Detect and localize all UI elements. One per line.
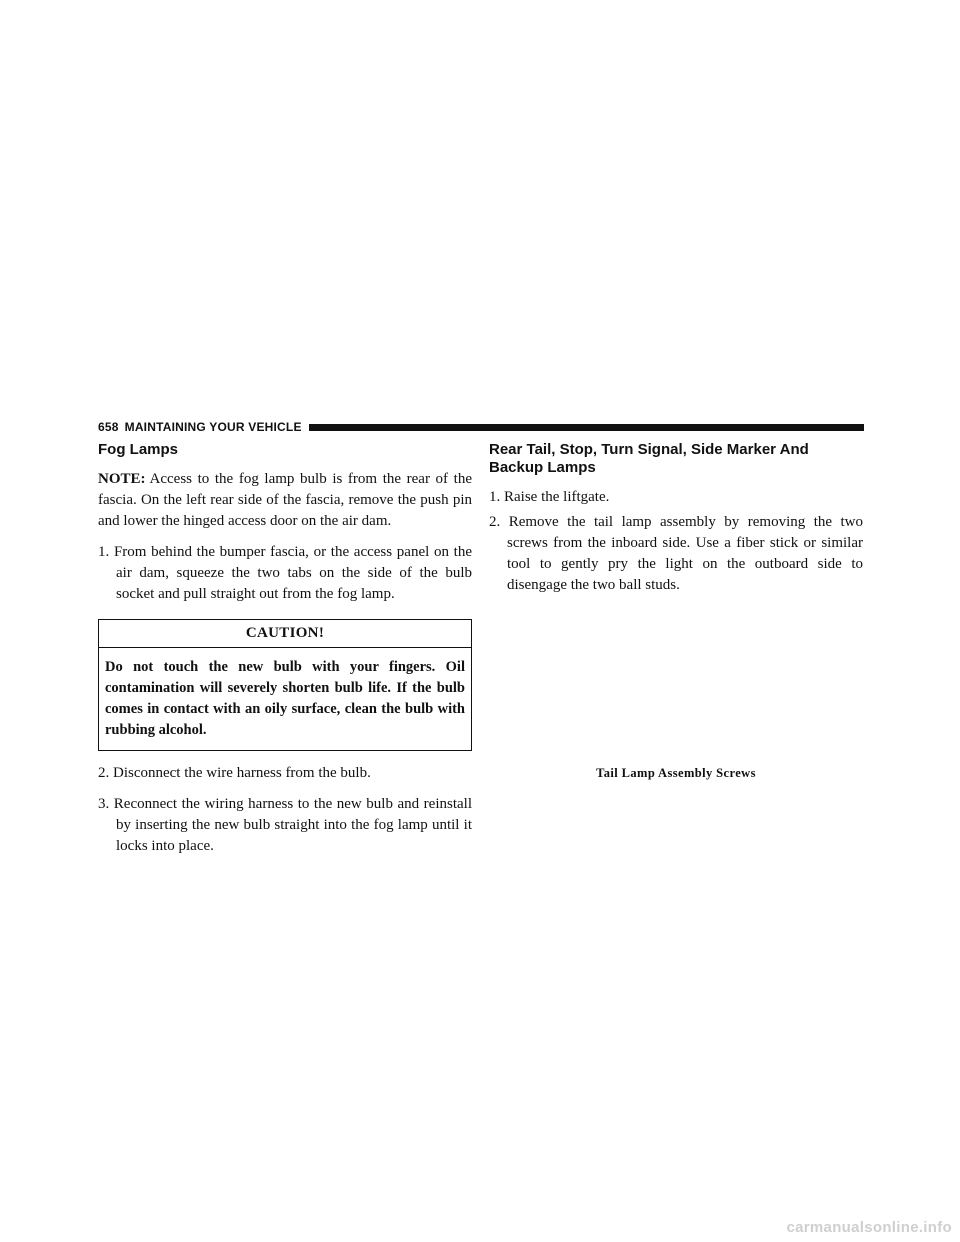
- note-label: NOTE:: [98, 471, 146, 487]
- caution-box: [98, 619, 472, 751]
- fog-step-3: 3. Reconnect the wiring harness to the new bulb and reinstall by inserting the new bulb straight into the fog lamp until it locks into place.: [98, 796, 472, 854]
- fog-step-2: 2. Disconnect the wire harness from the bulb.: [98, 765, 371, 781]
- header-rule: [309, 424, 864, 431]
- caution-title: CAUTION!: [99, 620, 471, 648]
- watermark: carmanualsonline.info: [786, 1219, 952, 1236]
- figure-caption: Tail Lamp Assembly Screws: [596, 766, 756, 780]
- rear-step-1: 1. Raise the liftgate.: [489, 489, 610, 505]
- page-number: 658: [98, 420, 119, 434]
- fog-lamps-heading: Fog Lamps: [98, 441, 179, 458]
- page-header: [98, 419, 864, 435]
- left-column: [98, 441, 472, 867]
- rear-lamps-heading: Rear Tail, Stop, Turn Signal, Side Marker And Backup Lamps: [489, 441, 809, 476]
- section-title: MAINTAINING YOUR VEHICLE: [124, 420, 302, 434]
- note-paragraph: [98, 469, 472, 532]
- figure-placeholder: [489, 606, 863, 766]
- note-text: Access to the fog lamp bulb is from the rear of the fascia. On the left rear side of the fascia, remove the push pin and lower the hinged access door on the air dam.: [98, 471, 472, 529]
- right-column: [489, 441, 863, 781]
- fog-step-1: 1. From behind the bumper fascia, or the access panel on the air dam, squeeze the two tabs on the side of the bulb socket and pull straight out from the fog lamp.: [98, 544, 472, 602]
- caution-text: Do not touch the new bulb with your fingers. Oil contamination will severely shorten bulb life. If the bulb comes in contact with an oily surface, clean the bulb with rubbing alcohol.: [105, 659, 465, 738]
- rear-step-2: 2. Remove the tail lamp assembly by removing the two screws from the inboard side. Use a fiber stick or similar tool to gently pry the light on the outboard side to disengage the two ball studs.: [489, 514, 863, 593]
